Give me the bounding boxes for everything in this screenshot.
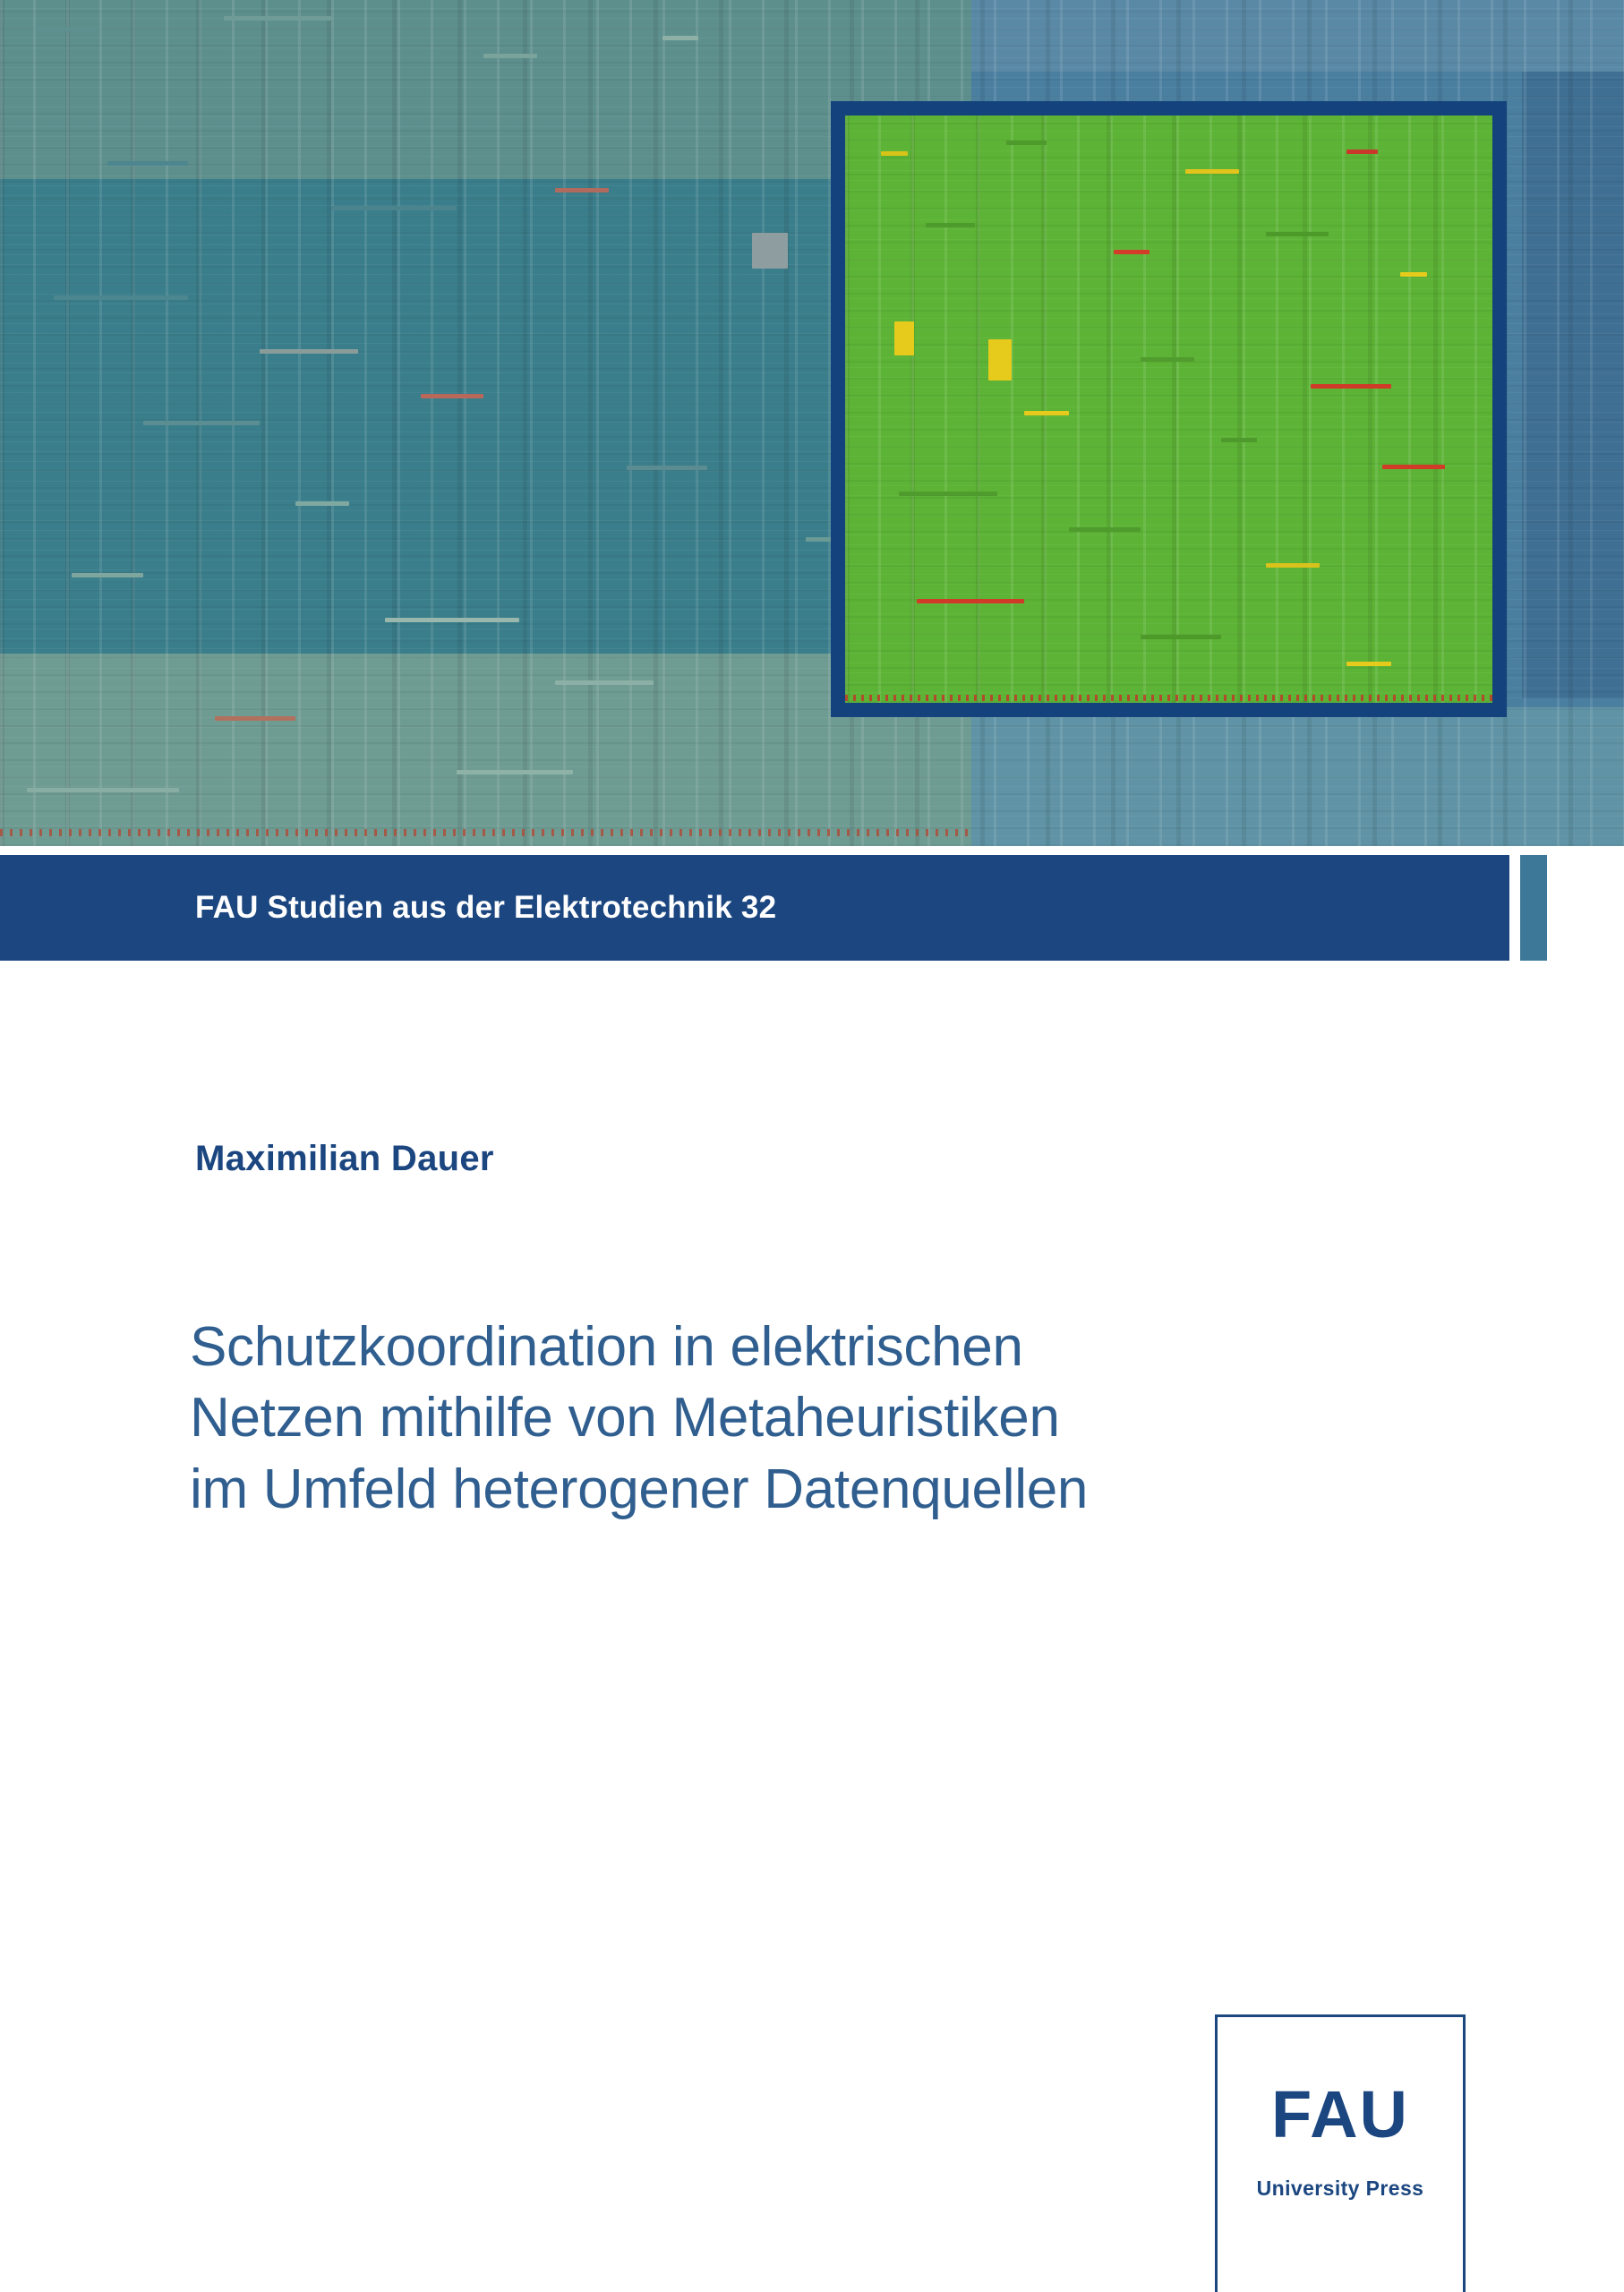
book-title-line-3: im Umfeld heterogener Datenquellen <box>190 1458 1089 1520</box>
artwork-band-bottom <box>0 654 971 846</box>
artwork-dash <box>752 233 788 269</box>
artwork-dash <box>483 54 537 58</box>
artwork-dash <box>224 16 331 21</box>
artwork-dash <box>143 421 260 425</box>
book-title-line-2: Netzen mithilfe von Metaheuristiken <box>190 1387 1060 1450</box>
book-title <box>190 1312 1461 1525</box>
artwork-dash <box>54 295 188 300</box>
artwork-dash <box>421 394 483 398</box>
artwork-inset-texture-a <box>845 115 1492 703</box>
artwork-band-top <box>0 0 971 179</box>
artwork-inset-dash <box>894 321 914 355</box>
artwork-inset-dash <box>926 223 975 227</box>
artwork-dash <box>295 501 349 506</box>
artwork-inset-dash <box>1266 563 1320 568</box>
artwork-dash <box>215 716 295 721</box>
artwork-inset-dash <box>1024 411 1069 415</box>
artwork-dash <box>627 466 707 470</box>
series-title: FAU Studien aus der Elektrotechnik 32 <box>195 890 777 925</box>
publisher-logo-wordmark: FAU <box>1271 2077 1409 2151</box>
artwork-dash <box>27 788 179 792</box>
series-bar <box>0 855 1509 961</box>
artwork-inset-frame <box>831 101 1507 717</box>
artwork-inset-dash <box>1311 384 1391 389</box>
artwork-inset-dash <box>1266 232 1329 236</box>
artwork-inset-dash <box>1346 662 1391 666</box>
artwork-dash <box>72 573 143 577</box>
artwork-dash <box>555 188 609 192</box>
artwork-right-bottom <box>971 707 1624 846</box>
artwork-right-strip <box>1522 72 1624 698</box>
book-title-line-1: Schutzkoordination in elektrischen <box>190 1316 1023 1378</box>
artwork-dash <box>385 618 519 622</box>
artwork-inset-dash <box>1141 635 1221 639</box>
artwork-inset-dash <box>988 339 1012 381</box>
artwork-dash <box>260 349 358 354</box>
artwork-inset-dash <box>1185 169 1239 174</box>
artwork-inset-green <box>845 115 1492 703</box>
artwork-dash <box>555 680 654 685</box>
publisher-logo-subtitle: University Press <box>1256 2177 1424 2200</box>
artwork-inset-dash <box>1141 357 1194 362</box>
artwork-dash <box>107 161 188 166</box>
artwork-inset-dash <box>917 599 1024 603</box>
artwork-inset-dash <box>1221 438 1257 442</box>
artwork-inset-dash <box>1006 141 1047 145</box>
artwork-inset-dash <box>899 492 997 496</box>
artwork-inset-texture-b <box>845 115 1492 703</box>
artwork-inset-dash <box>1382 465 1445 469</box>
artwork-dash <box>662 36 698 40</box>
author-name: Maximilian Dauer <box>195 1139 494 1178</box>
artwork-inset-dash <box>1069 527 1141 532</box>
artwork-right-top <box>971 0 1624 72</box>
artwork-bottom-dot-row <box>0 829 971 836</box>
cover-artwork <box>0 0 1624 846</box>
artwork-inset-dash <box>881 151 908 156</box>
artwork-inset-dash <box>1346 150 1378 154</box>
artwork-inset-dot-row <box>845 695 1492 701</box>
publisher-logo <box>1215 2014 1466 2292</box>
artwork-dash <box>331 206 457 210</box>
series-bar-accent <box>1520 855 1547 961</box>
artwork-dash <box>457 770 573 774</box>
publisher-logo-inner <box>1218 2077 1463 2201</box>
artwork-band-middle <box>0 179 971 654</box>
artwork-inset-dash <box>1114 250 1150 254</box>
artwork-dash <box>36 27 98 31</box>
artwork-inset-dash <box>1400 272 1427 277</box>
